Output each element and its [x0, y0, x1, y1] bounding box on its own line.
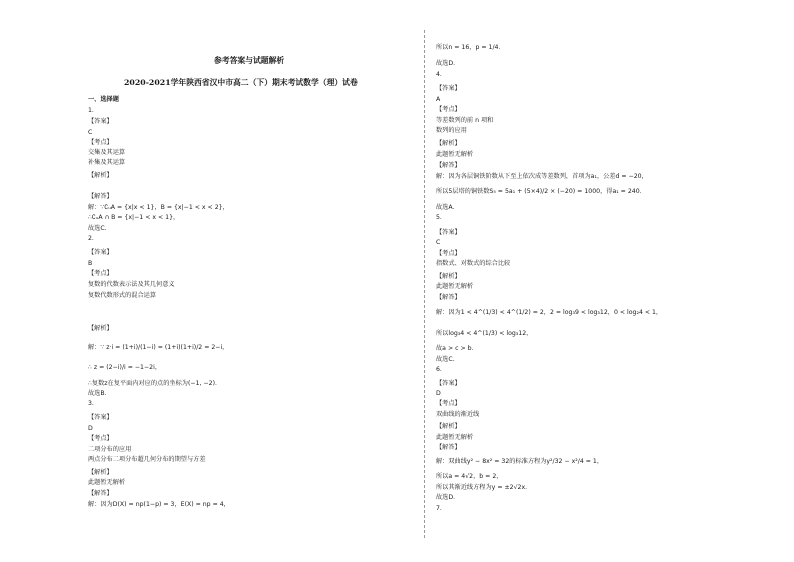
q6-point-1: 双曲线的渐近线	[436, 411, 480, 418]
q7-number: 7.	[436, 505, 442, 512]
q4-point-tag: 【考点】	[436, 106, 461, 113]
q5-solution-line: 所以log₃4 < 4^(1/3) < log₃12，	[436, 330, 533, 337]
q6-analysis-tag: 【解析】	[436, 423, 461, 430]
q4-solution-line: 所以5层塔的铜铁数S₅ = 5a₁ + (5×4)/2 × (−20) = 1000，得a₁ = 240．	[436, 188, 646, 195]
q1-point-1: 交集及其运算	[88, 149, 126, 156]
q6-answer: D	[436, 390, 441, 397]
q2-solution-line: 故选B.	[88, 390, 107, 397]
document-title: 参考答案与试题解析	[214, 56, 285, 65]
q6-solution-line: 所以其渐近线方程为y = ±2√2x．	[436, 484, 532, 491]
q1-point-tag: 【考点】	[88, 139, 113, 146]
q1-answer-tag: 【答案】	[88, 118, 113, 125]
q6-solution-line: 故选D.	[436, 494, 456, 501]
q5-number: 5.	[436, 214, 442, 221]
q4-solution-tag: 【解答】	[436, 162, 461, 169]
q4-number: 4.	[436, 71, 442, 78]
q4-solution-line: 故选A.	[436, 204, 455, 211]
q4-point-1: 等差数列的前 n 项和	[436, 117, 494, 124]
q2-answer: B	[88, 260, 93, 267]
q3-analysis: 此题暂无解析	[88, 479, 126, 486]
column-divider	[424, 30, 425, 538]
q6-analysis: 此题暂无解析	[436, 434, 474, 441]
q2-point-2: 复数代数形式的混合运算	[88, 292, 157, 299]
q5-solution-line: 故选C.	[436, 356, 455, 363]
q4-answer-tag: 【答案】	[436, 85, 461, 92]
exam-title: 2020-2021学年陕西省汉中市高二（下）期末考试数学（理）试卷	[124, 78, 358, 87]
q2-solution-line: ∴ z = (2−i)/i = −1−2i，	[88, 364, 162, 371]
q6-solution-line: 所以a = 4√2，b = 2，	[436, 473, 503, 480]
q3-conclusion: 故选D.	[436, 60, 456, 67]
section-heading: 一、选择题	[88, 96, 119, 103]
q1-analysis-tag: 【解析】	[88, 172, 113, 179]
q1-number: 1.	[88, 107, 94, 114]
q3-analysis-tag: 【解析】	[88, 469, 113, 476]
q2-point-1: 复数的代数表示法及其几何意义	[88, 281, 175, 288]
q3-point-2: 两点分布二项分布超几何分布的期望与方差	[88, 456, 206, 463]
q3-solution-tag: 【解答】	[88, 490, 113, 497]
q3-answer-tag: 【答案】	[88, 414, 113, 421]
q1-solution-tag: 【解答】	[88, 193, 113, 200]
q5-solution-line: 故a > c > b．	[436, 345, 478, 352]
q5-solution-tag: 【解答】	[436, 294, 461, 301]
q5-analysis: 此题暂无解析	[436, 283, 474, 290]
q3-solution-line: 所以n = 16，p = 1/4．	[436, 44, 505, 51]
q3-solution-line: 解：因为D(X) = np(1−p) = 3，E(X) = np = 4，	[88, 501, 230, 508]
q3-answer: D	[88, 425, 93, 432]
q2-solution-line: ∴复数z在复平面内对应的点的坐标为(−1, −2)．	[88, 380, 222, 387]
q1-solution-line: 解：∵∁ᵤA = {x|x < 1}，B = {x|−1 < x < 2}，	[88, 204, 229, 211]
q1-solution-line: ∴∁ᵤA ∩ B = {x|−1 < x < 1}，	[88, 214, 180, 221]
q4-point-2: 数列的应用	[436, 127, 467, 134]
q2-solution-tag: 【解析】	[88, 325, 113, 332]
q3-number: 3.	[88, 400, 94, 407]
q4-analysis-tag: 【解析】	[436, 140, 461, 147]
q5-answer-tag: 【答案】	[436, 229, 461, 236]
q6-solution-tag: 【解答】	[436, 444, 461, 451]
q3-point-1: 二项分布的应用	[88, 446, 132, 453]
q2-number: 2.	[88, 235, 94, 242]
q6-number: 6.	[436, 366, 442, 373]
q6-solution-line: 解：双曲线y² − 8x² = 32的标准方程为y²/32 − x²/4 = 1，	[436, 458, 604, 465]
q1-answer: C	[88, 129, 93, 136]
q4-answer: A	[436, 96, 441, 103]
q5-analysis-tag: 【解析】	[436, 273, 461, 280]
q4-solution-line: 解：因为各层铜铁阶数从下至上依次成等差数列，首项为a₁，公差d = −20，	[436, 173, 648, 180]
q5-point-tag: 【考点】	[436, 250, 461, 257]
q6-point-tag: 【考点】	[436, 400, 461, 407]
q1-solution-line: 故选C.	[88, 225, 107, 232]
q5-point-1: 指数式、对数式的综合比较	[436, 260, 511, 267]
q1-point-2: 补集及其运算	[88, 159, 126, 166]
q5-solution-line: 解：因为1 < 4^(1/3) < 4^(1/2) = 2，2 = log₃9 < log₃12，0 < log₂4 < 1，	[436, 309, 663, 316]
q2-point-tag: 【考点】	[88, 270, 113, 277]
q2-answer-tag: 【答案】	[88, 249, 113, 256]
q6-answer-tag: 【答案】	[436, 380, 461, 387]
q3-point-tag: 【考点】	[88, 435, 113, 442]
q4-analysis: 此题暂无解析	[436, 151, 474, 158]
q5-answer: C	[436, 239, 441, 246]
q2-solution-line: 解：∵ z·i = (1+i)/(1−i) = (1+i)(1+i)/2 = 2−i，	[88, 344, 229, 351]
